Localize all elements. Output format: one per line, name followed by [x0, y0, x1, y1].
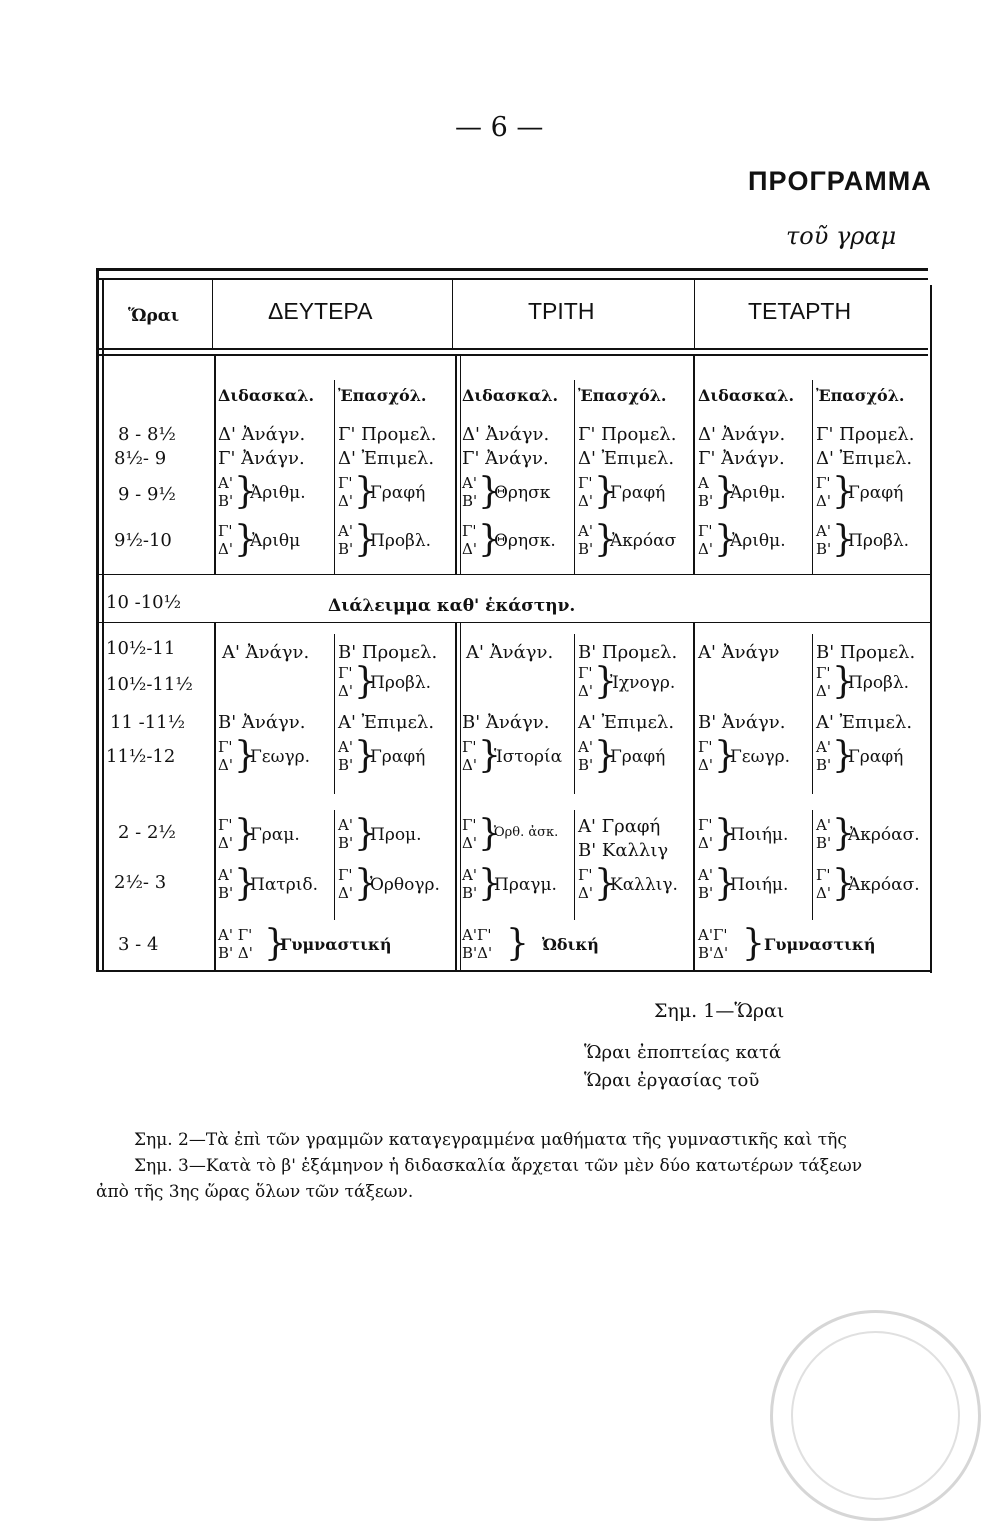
note-1-line-2: Ὥραι ἐποπτείας κατά	[584, 1042, 782, 1063]
header-day-wednesday: ΤΕΤΑΡΤΗ	[748, 298, 852, 324]
schedule-cell: Γ' Ἀνάγν.	[698, 448, 785, 469]
subheader-teacher: Διδασκαλ.	[698, 386, 795, 405]
schedule-cell: Β' Προμελ.	[816, 642, 916, 663]
schedule-cell: Γ' Ἀνάγν.	[218, 448, 305, 469]
schedule-cell: Α' Ἐπιμελ.	[338, 712, 435, 733]
note-1-line-3: Ὥραι ἐργασίας τοῦ	[584, 1070, 760, 1091]
time-cell: 8 - 8½	[118, 424, 176, 445]
schedule-cell: Δ' Ἐπιμελ.	[338, 448, 435, 469]
time-cell: 10 -10½	[106, 592, 182, 613]
note-1: Σημ. 1—Ὥραι	[654, 1000, 785, 1022]
schedule-cell: Β' Προμελ.	[578, 642, 678, 663]
time-cell: 10½-11	[106, 638, 176, 659]
header-day-tuesday: ΤΡΙΤΗ	[528, 298, 595, 324]
break-note: Διάλειμμα καθ' ἑκάστην.	[328, 596, 576, 616]
schedule-cell: Γ' Ἀνάγν.	[462, 448, 549, 469]
time-cell: 9 - 9½	[118, 484, 176, 505]
schedule-cell: Β' Ἀνάγν.	[698, 712, 786, 733]
time-cell: 2½- 3	[114, 872, 167, 893]
footnote-2: Σημ. 2—Τὰ ἐπὶ τῶν γραμμῶν καταγεγραμμένα μαθήματα τῆς γυμναστικῆς καὶ τῆς	[134, 1130, 847, 1150]
header-hours: Ὥραι	[128, 306, 180, 326]
schedule-cell: Α' Ἀνάγν	[698, 642, 780, 663]
time-cell: 8½- 9	[114, 448, 167, 469]
subheader-occupation: Ἐπασχόλ.	[338, 386, 427, 405]
subheader-teacher: Διδασκαλ.	[218, 386, 315, 405]
schedule-cell: Γ' Προμελ.	[816, 424, 915, 445]
schedule-cell: Δ' Ἀνάγν.	[698, 424, 786, 445]
schedule-cell: Δ' Ἐπιμελ.	[578, 448, 675, 469]
header-day-monday: ΔΕΥΤΕΡΑ	[268, 298, 373, 324]
document-subtitle: τοῦ γραμ	[786, 222, 897, 250]
time-cell: 11½-12	[106, 746, 176, 767]
page-number: — 6 —	[455, 112, 544, 143]
schedule-cell: Α' Ἐπιμελ.	[816, 712, 913, 733]
library-seal-stamp	[770, 1310, 981, 1521]
schedule-cell: Β' Ἀνάγν.	[462, 712, 550, 733]
time-cell: 9½-10	[114, 530, 172, 551]
time-cell: 2 - 2½	[118, 822, 176, 843]
document-title: ΠΡΟΓΡΑΜΜΑ	[748, 166, 932, 196]
subheader-occupation: Ἐπασχόλ.	[578, 386, 667, 405]
footnote-3: Σημ. 3—Κατὰ τὸ β' ἑξάμηνον ἡ διδασκαλία ἄρχεται τῶν μὲν δύο κατωτέρων τάξεων	[134, 1156, 863, 1176]
schedule-cell: Γ' Προμελ.	[578, 424, 677, 445]
time-cell: 11 -11½	[110, 712, 186, 733]
subheader-occupation: Ἐπασχόλ.	[816, 386, 905, 405]
schedule-cell: Δ' Ἀνάγν.	[218, 424, 306, 445]
subheader-teacher: Διδασκαλ.	[462, 386, 559, 405]
schedule-cell: Γ' Προμελ.	[338, 424, 437, 445]
schedule-cell: Β' Ἀνάγν.	[218, 712, 306, 733]
time-cell: 10½-11½	[106, 674, 193, 695]
schedule-cell: Α' Ἀνάγν.	[222, 642, 310, 663]
schedule-cell: Δ' Ἀνάγν.	[462, 424, 550, 445]
schedule-cell: Α' Ἐπιμελ.	[578, 712, 675, 733]
time-cell: 3 - 4	[118, 934, 159, 955]
footnote-3-line-2: ἀπὸ τῆς 3ης ὥρας ὅλων τῶν τάξεων.	[96, 1182, 414, 1202]
schedule-cell: Α' Ἀνάγν.	[466, 642, 554, 663]
schedule-cell: Β' Προμελ.	[338, 642, 438, 663]
schedule-cell: Δ' Ἐπιμελ.	[816, 448, 913, 469]
schedule-cell: Α' Γραφή	[578, 816, 661, 837]
schedule-cell: Β' Καλλιγ	[578, 840, 669, 861]
